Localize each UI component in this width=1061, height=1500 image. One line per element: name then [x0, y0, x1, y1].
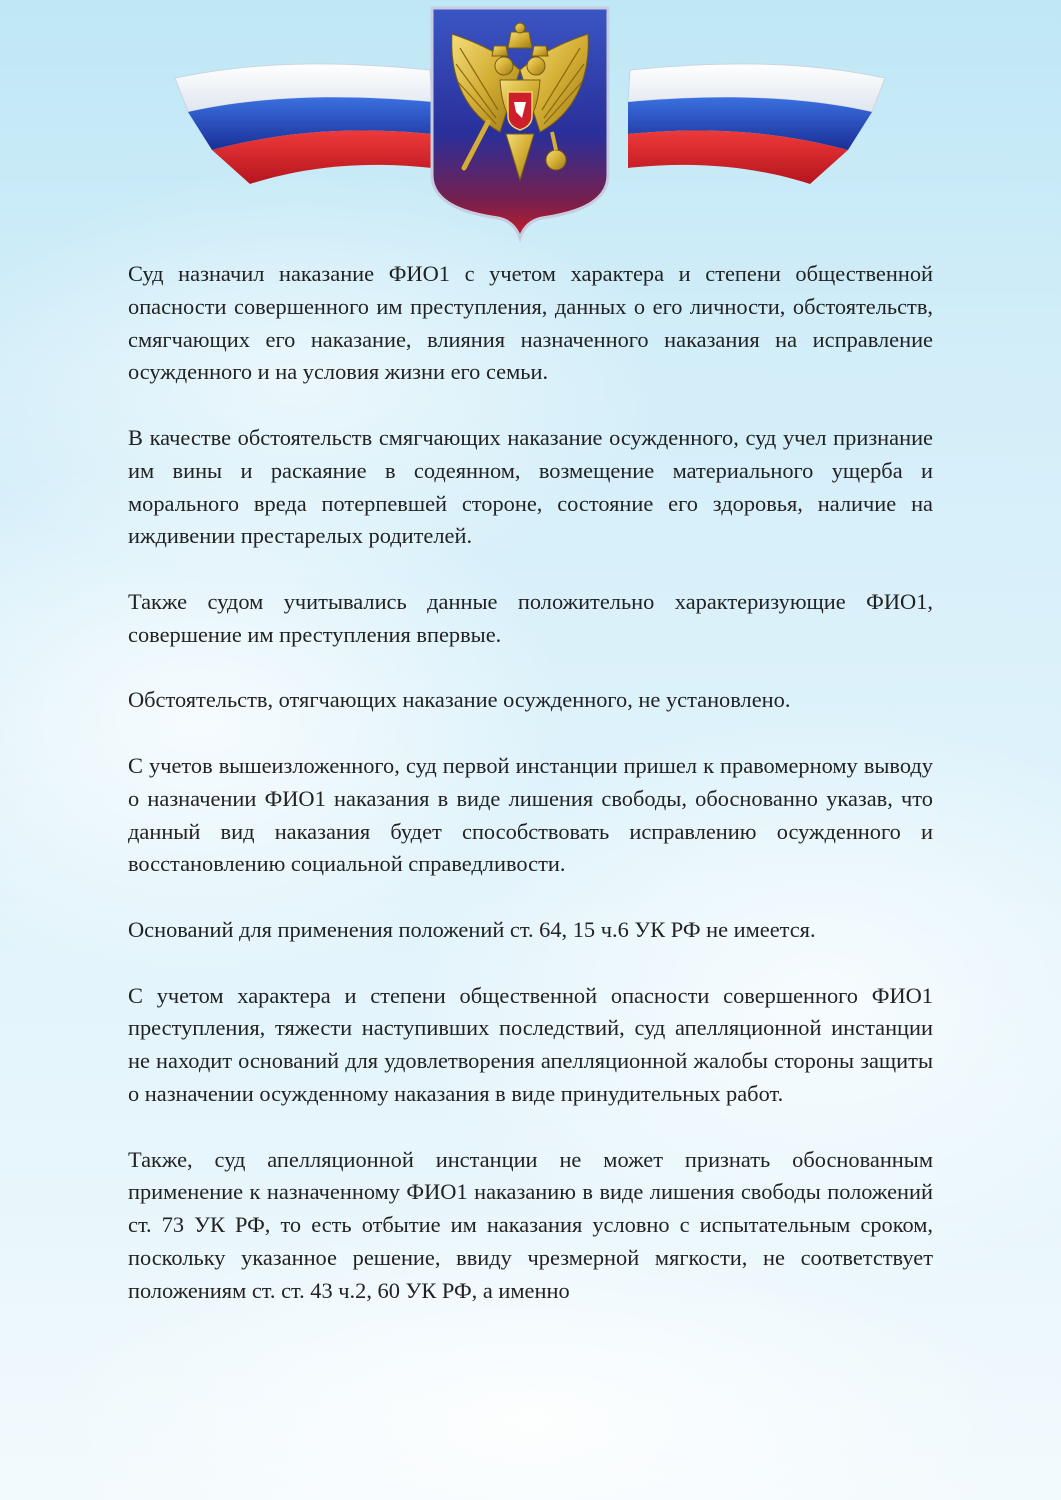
russian-coat-of-arms-icon	[432, 8, 608, 238]
paragraph-appeal-rejected: С учетом характера и степени общественной опасности совершенного ФИО1 преступления, тяжести наступивших последствий, суд апелляционной инстанции не находит оснований для удовлетворения апелляционной жалобы стороны защиты о назначении осужденному наказания в виде принудительных работ.	[128, 982, 933, 1106]
paragraph-sentencing-basis: Суд назначил наказание ФИО1 с учетом характера и степени общественной опасности совершенного им преступления, данных о его личности, обстоятельств, смягчающих его наказание, влияния назначенного наказания на исправление осужденного и на условия жизни его семьи.	[128, 261, 933, 385]
paragraph-first-instance-conclusion: С учетов вышеизложенного, суд первой инстанции пришел к правомерному выводу о назначении ФИО1 наказания в виде лишения свободы, обоснованно указав, что данный вид наказания будет способствовать исправлению осужденного и восстановлению социальной справедливости.	[128, 752, 933, 877]
document-body	[128, 258, 933, 1308]
header-emblem	[170, 0, 890, 245]
paragraph-article-73: Также, суд апелляционной инстанции не может признать обоснованным применение к назначенному ФИО1 наказанию в виде лишения свободы положений ст. 73 УК РФ, то есть отбытие им наказания условно с испытательным сроком, поскольку указанное решение, ввиду чрезмерной мягкости, не соответствует положениям ст. ст. 43 ч.2, 60 УК РФ, а именно	[128, 1146, 933, 1303]
paragraph-articles-64-15: Оснований для применения положений ст. 64, 15 ч.6 УК РФ не имеется.	[128, 916, 816, 942]
paragraph-mitigating-circumstances: В качестве обстоятельств смягчающих наказание осужденного, суд учел признание им вины и раскаяние в содеянном, возмещение материального ущерба и морального вреда потерпевшей стороне, состояние его здоровья, наличие на иждивении престарелых родителей.	[128, 424, 933, 549]
flag-ribbon-right	[628, 64, 885, 184]
paragraph-aggravating-circumstances: Обстоятельств, отягчающих наказание осужденного, не установлено.	[128, 687, 791, 713]
paragraph-positive-characteristics: Также судом учитывались данные положительно характеризующие ФИО1, совершение им преступления впервые.	[128, 588, 933, 647]
flag-ribbon-left	[175, 64, 432, 184]
